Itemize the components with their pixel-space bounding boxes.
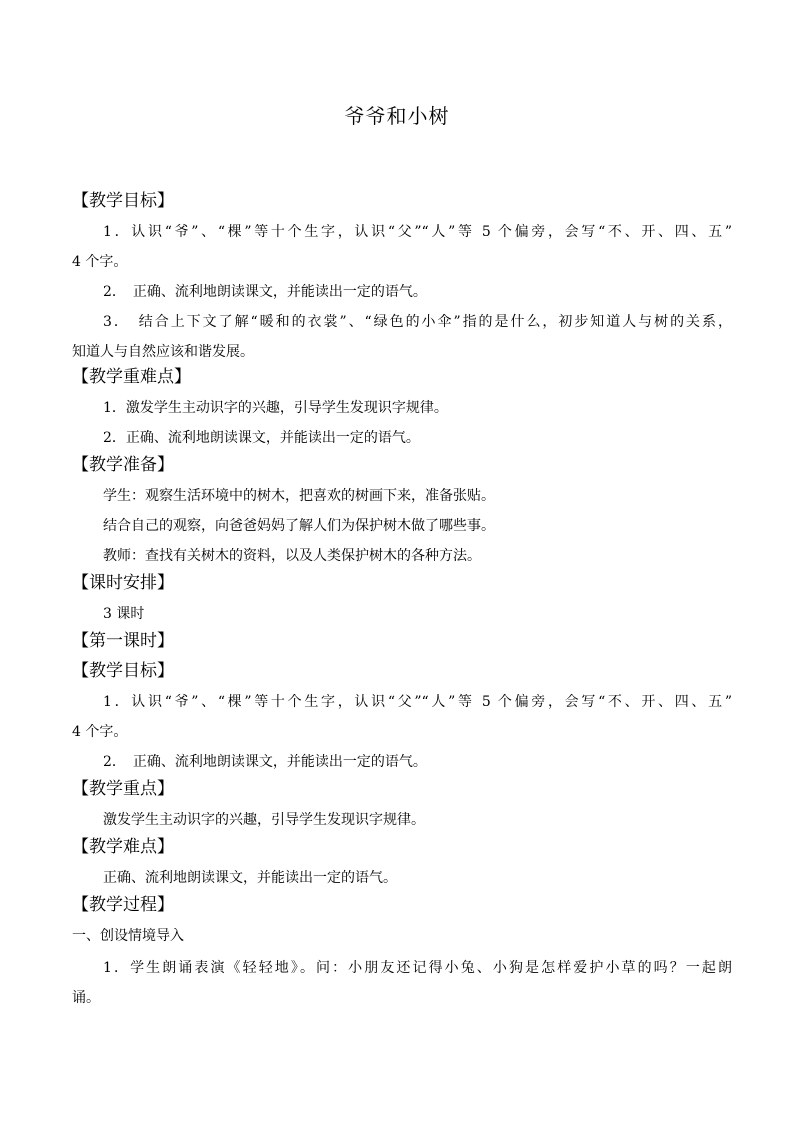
goal-3-line-1: 3． 结合上下文了解“暖和的衣裳”、“绿色的小伞”指的是什么，初步知道人与树的关系， bbox=[103, 314, 732, 330]
section-heading-first-lesson: 【第一课时】 bbox=[72, 631, 174, 651]
process-step-1-title: 一、创设情境导入 bbox=[72, 928, 184, 944]
key-point-2: 2．正确、流利地朗读课文，并能读出一定的语气。 bbox=[103, 430, 420, 446]
key-point-1: 1．激发学生主动识字的兴趣，引导学生发现识字规律。 bbox=[103, 400, 448, 416]
section-heading-difficulty: 【教学难点】 bbox=[72, 837, 174, 857]
section-heading-key-point: 【教学重点】 bbox=[72, 779, 174, 799]
key-point-text: 激发学生主动识字的兴趣，引导学生发现识字规律。 bbox=[103, 812, 425, 828]
goal-1-line-2: 4 个字。 bbox=[72, 254, 128, 270]
goal-2: 2． 正确、流利地朗读课文，并能读出一定的语气。 bbox=[103, 284, 427, 300]
document-title: 爷爷和小树 bbox=[344, 104, 450, 128]
section-heading-teaching-goals: 【教学目标】 bbox=[72, 191, 174, 211]
section-heading-schedule: 【课时安排】 bbox=[72, 573, 174, 593]
prep-students: 学生：观察生活环境中的树木，把喜欢的树画下来，准备张贴。 bbox=[103, 488, 495, 504]
difficulty-text: 正确、流利地朗读课文，并能读出一定的语气。 bbox=[103, 870, 397, 886]
section-heading-teaching-goals-2: 【教学目标】 bbox=[72, 661, 174, 681]
section-heading-key-difficulties: 【教学重难点】 bbox=[72, 367, 191, 387]
prep-observation: 结合自己的观察，向爸爸妈妈了解人们为保护树木做了哪些事。 bbox=[103, 518, 495, 534]
section-heading-preparation: 【教学准备】 bbox=[72, 455, 174, 475]
process-step-1-line-2: 诵。 bbox=[72, 990, 100, 1006]
section-heading-process: 【教学过程】 bbox=[72, 895, 174, 915]
goal-3-line-2: 知道人与自然应该和谐发展。 bbox=[72, 344, 254, 360]
goal-1-line-1: 1．认识“爷”、“棵”等十个生字，认识“父”“人”等 5 个偏旁，会写“不、开、四、五” bbox=[103, 224, 732, 240]
schedule-hours: 3 课时 bbox=[103, 606, 145, 622]
lesson1-goal-2: 2． 正确、流利地朗读课文，并能读出一定的语气。 bbox=[103, 754, 427, 770]
process-step-1-line-1: 1．学生朗诵表演《轻轻地》。问：小朋友还记得小兔、小狗是怎样爱护小草的吗？一起朗 bbox=[103, 960, 732, 976]
prep-teacher: 教师：查找有关树木的资料，以及人类保护树木的各种方法。 bbox=[103, 548, 481, 564]
lesson1-goal-1-line-1: 1．认识“爷”、“棵”等十个生字，认识“父”“人”等 5 个偏旁，会写“不、开、四、五” bbox=[103, 694, 732, 710]
lesson1-goal-1-line-2: 4 个字。 bbox=[72, 724, 128, 740]
